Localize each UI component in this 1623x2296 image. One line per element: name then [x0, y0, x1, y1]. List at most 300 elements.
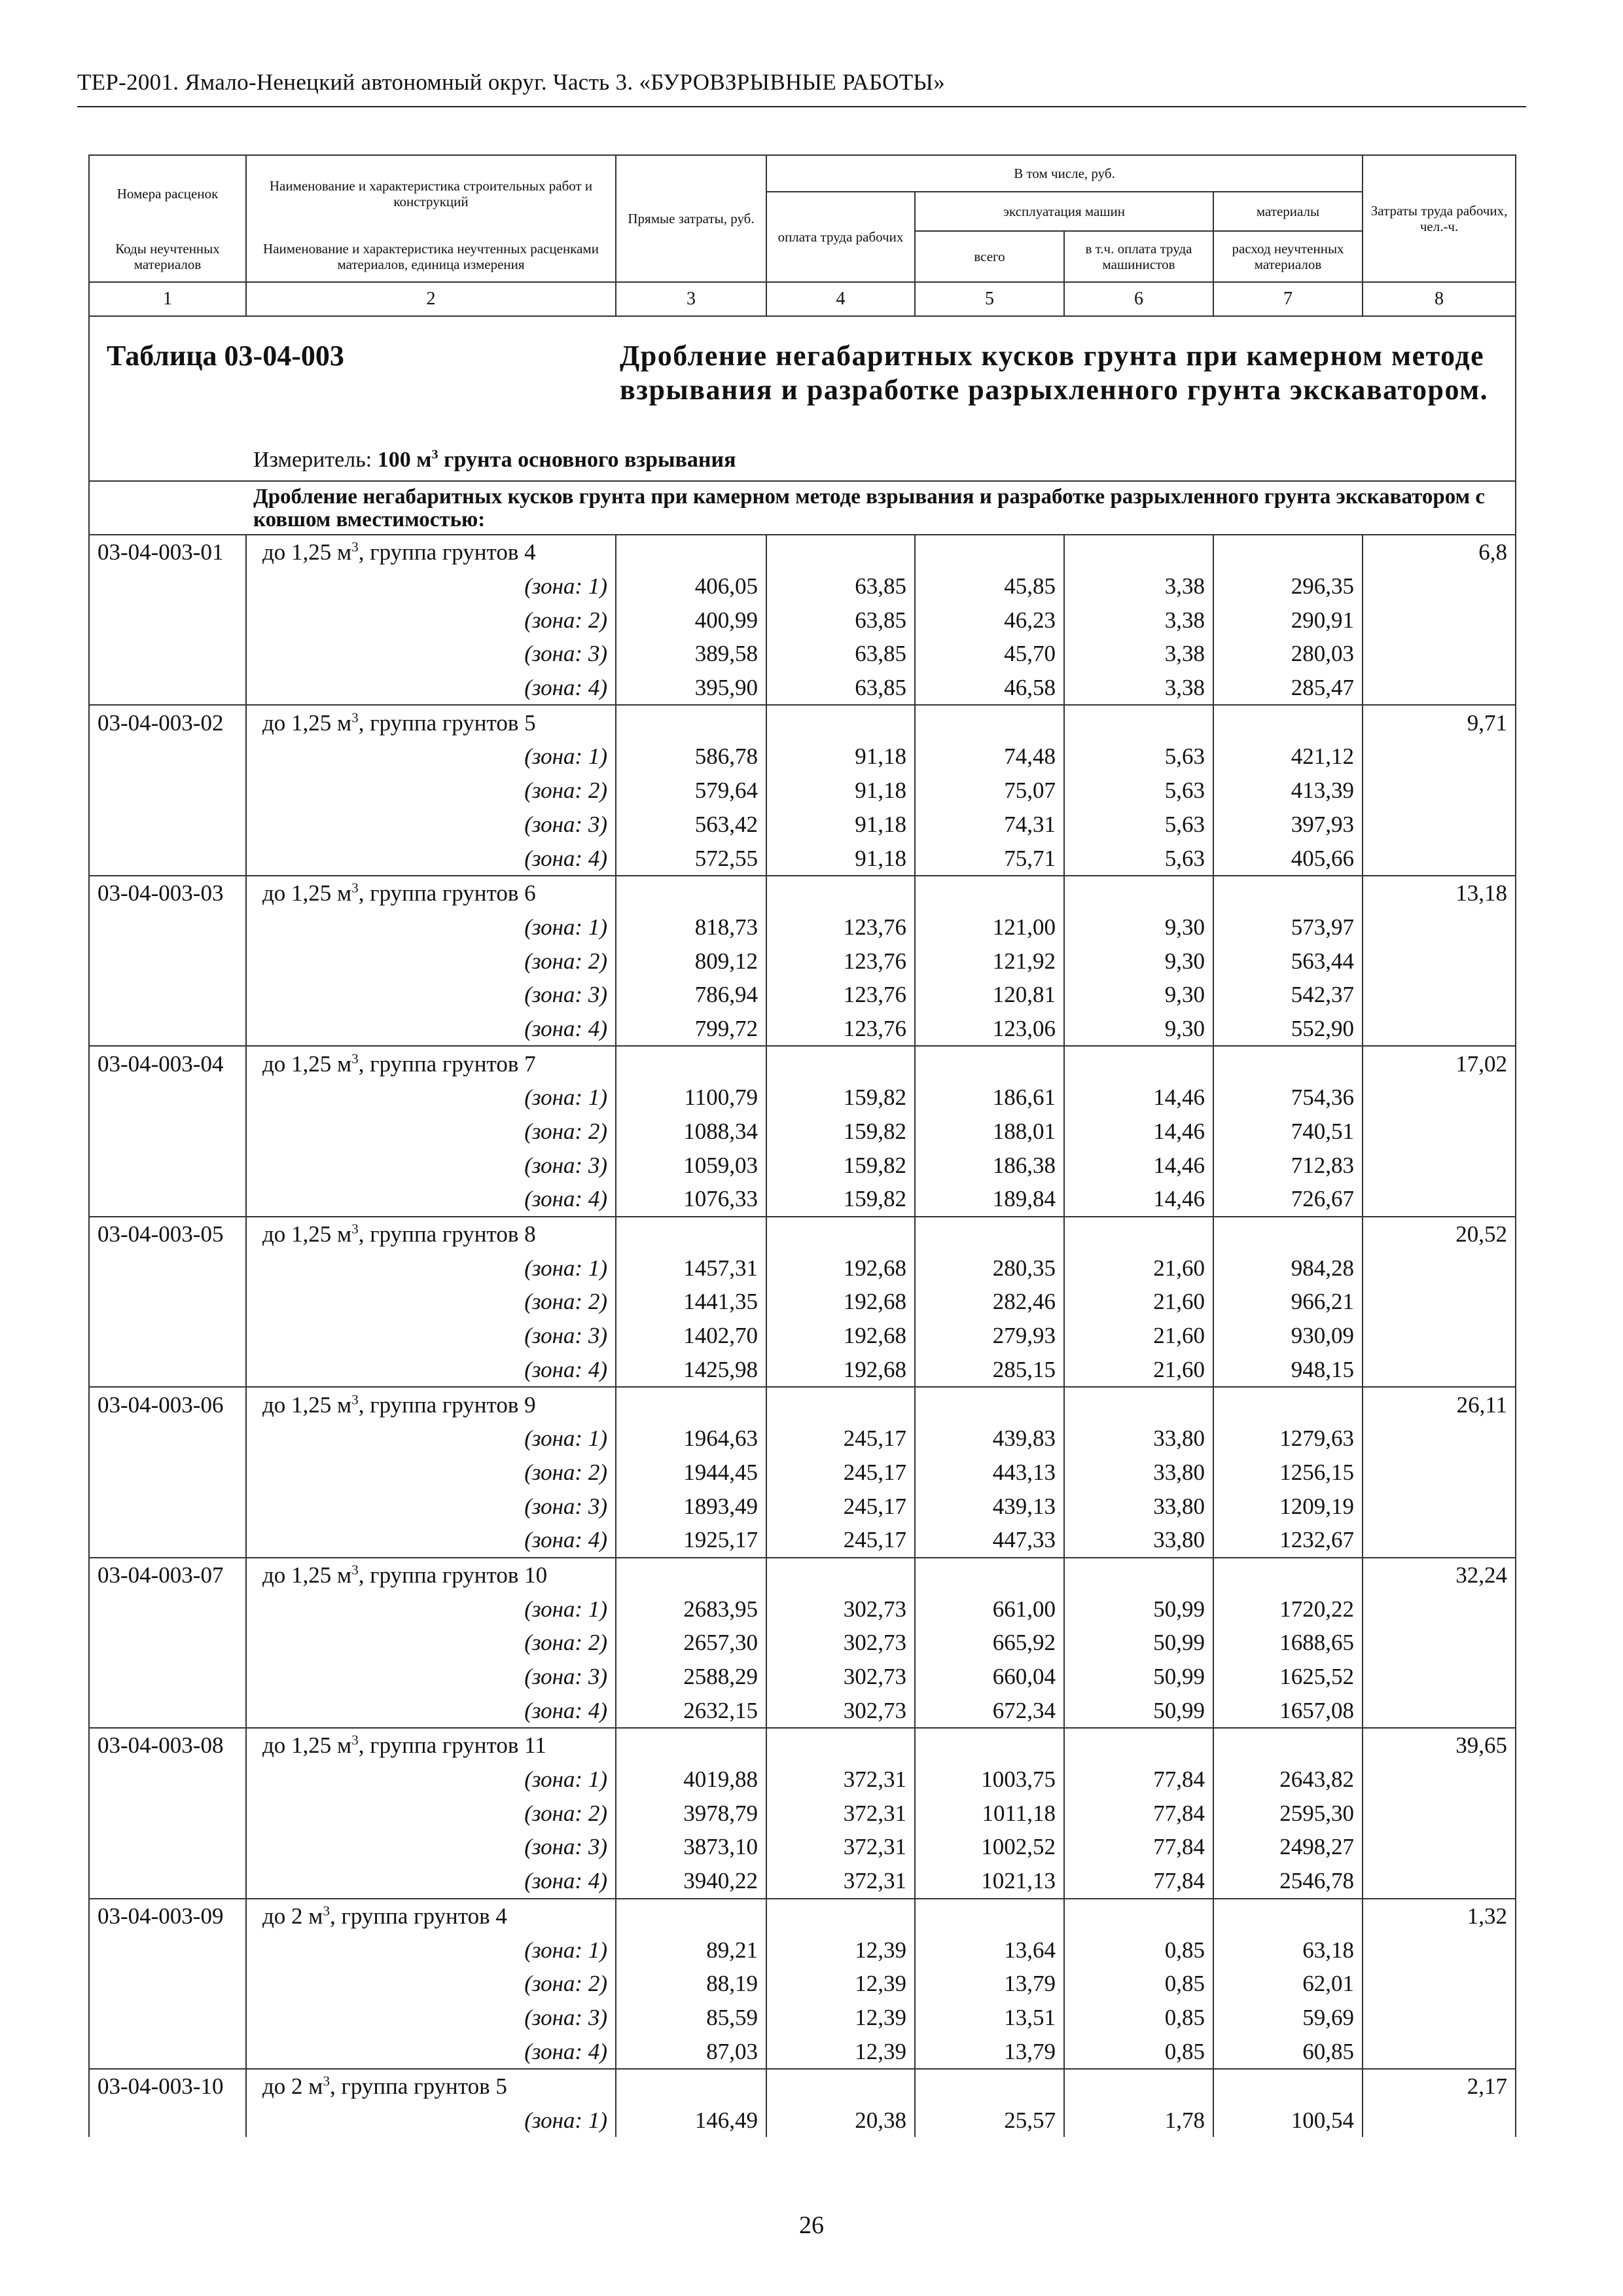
rate-name [246, 1046, 616, 1081]
zone-row [89, 1693, 1516, 1728]
column-number: 2 [246, 282, 616, 316]
rate-name [246, 1558, 616, 1592]
empty-cell [766, 2069, 915, 2104]
machinist-wage: 9,30 [1064, 1012, 1213, 1047]
worker-wage: 302,73 [766, 1660, 915, 1694]
header-rule [77, 106, 1526, 107]
direct-cost: 85,59 [616, 2001, 766, 2035]
direct-cost: 1076,33 [616, 1182, 766, 1217]
machinist-wage: 77,84 [1064, 1864, 1213, 1899]
direct-cost: 809,12 [616, 944, 766, 978]
rate-name-sup: 3 [323, 2073, 330, 2089]
empty-cell [1213, 1046, 1363, 1081]
empty-cell [1363, 1830, 1516, 1864]
materials-cost: 413,39 [1213, 774, 1363, 808]
empty-cell [1213, 2069, 1363, 2104]
empty-cell [1363, 740, 1516, 774]
worker-wage: 192,68 [766, 1285, 915, 1319]
zone-row [89, 1148, 1516, 1182]
machine-cost: 186,38 [915, 1148, 1064, 1182]
direct-cost: 818,73 [616, 910, 766, 944]
materials-cost: 1625,52 [1213, 1660, 1363, 1694]
machine-cost: 121,00 [915, 910, 1064, 944]
rate-name-rest: , группа грунтов 5 [358, 709, 536, 736]
zone-label: (зона: 3) [246, 978, 616, 1012]
labor-cost: 17,02 [1363, 1046, 1516, 1081]
empty-cell [616, 876, 766, 910]
worker-wage: 192,68 [766, 1251, 915, 1285]
empty-cell [616, 535, 766, 569]
empty-cell [915, 1728, 1064, 1763]
worker-wage: 159,82 [766, 1182, 915, 1217]
materials-cost: 984,28 [1213, 1251, 1363, 1285]
machinist-wage: 9,30 [1064, 910, 1213, 944]
empty-cell [766, 535, 915, 569]
rate-table [88, 154, 1516, 2137]
machinist-wage: 33,80 [1064, 1456, 1213, 1490]
table-row [89, 1558, 1516, 1592]
rate-name [246, 2069, 616, 2104]
worker-wage: 245,17 [766, 1422, 915, 1456]
empty-cell [1064, 876, 1213, 910]
rate-code: 03-04-003-05 [89, 1217, 246, 1251]
empty-cell [1213, 876, 1363, 910]
direct-cost: 4019,88 [616, 1763, 766, 1797]
rate-code: 03-04-003-04 [89, 1046, 246, 1081]
empty-cell [89, 2034, 246, 2069]
empty-cell [89, 1115, 246, 1149]
empty-cell [89, 1967, 246, 2001]
rate-name-rest: , группа грунтов 9 [358, 1391, 536, 1418]
unit-value-rest: грунта основного взрывания [438, 448, 736, 472]
zone-row [89, 1285, 1516, 1319]
materials-cost: 1279,63 [1213, 1422, 1363, 1456]
direct-cost: 2657,30 [616, 1626, 766, 1660]
zone-row [89, 603, 1516, 637]
rate-name [246, 1728, 616, 1763]
empty-cell [1363, 671, 1516, 706]
zone-row [89, 740, 1516, 774]
rate-name-text: до 2 м [262, 1903, 323, 1929]
empty-cell [1064, 2069, 1213, 2104]
direct-cost: 799,72 [616, 1012, 766, 1047]
table-row [89, 1387, 1516, 1422]
empty-cell [1363, 637, 1516, 671]
empty-cell [1363, 774, 1516, 808]
machine-cost: 45,70 [915, 637, 1064, 671]
empty-cell [1363, 1693, 1516, 1728]
empty-cell [1064, 535, 1213, 569]
empty-cell [89, 978, 246, 1012]
worker-wage: 12,39 [766, 2034, 915, 2069]
materials-cost: 280,03 [1213, 637, 1363, 671]
machine-cost: 120,81 [915, 978, 1064, 1012]
column-number: 6 [1064, 282, 1213, 316]
rate-name-text: до 1,25 м [262, 1050, 352, 1077]
header-col7: расход неучтенных материалов [1213, 231, 1363, 282]
direct-cost: 1425,98 [616, 1353, 766, 1388]
empty-cell [89, 808, 246, 842]
unit-sup: 3 [431, 447, 438, 462]
machinist-wage: 50,99 [1064, 1592, 1213, 1626]
machinist-wage: 50,99 [1064, 1626, 1213, 1660]
header-col6: в т.ч. оплата труда машинистов [1064, 231, 1213, 282]
empty-cell [1363, 1148, 1516, 1182]
empty-cell [89, 2104, 246, 2138]
empty-cell [1213, 705, 1363, 740]
table-row [89, 535, 1516, 569]
rate-name-sup: 3 [351, 1562, 359, 1578]
machinist-wage: 3,38 [1064, 603, 1213, 637]
empty-cell [1213, 1387, 1363, 1422]
empty-cell [616, 1046, 766, 1081]
machinist-wage: 21,60 [1064, 1251, 1213, 1285]
zone-label: (зона: 1) [246, 2104, 616, 2138]
worker-wage: 91,18 [766, 841, 915, 876]
machine-cost: 285,15 [915, 1353, 1064, 1388]
zone-label: (зона: 3) [246, 637, 616, 671]
empty-cell [89, 671, 246, 706]
zone-row [89, 1763, 1516, 1797]
zone-label: (зона: 2) [246, 1967, 616, 2001]
empty-cell [1363, 978, 1516, 1012]
machinist-wage: 1,78 [1064, 2104, 1213, 2138]
empty-cell [89, 1626, 246, 1660]
labor-cost: 32,24 [1363, 1558, 1516, 1592]
empty-cell [89, 1353, 246, 1388]
empty-cell [89, 1592, 246, 1626]
rate-code: 03-04-003-08 [89, 1728, 246, 1763]
zone-row [89, 671, 1516, 706]
rate-name-text: до 1,25 м [262, 880, 352, 906]
empty-cell [766, 705, 915, 740]
materials-cost: 290,91 [1213, 603, 1363, 637]
empty-cell [89, 1148, 246, 1182]
zone-row [89, 1592, 1516, 1626]
labor-cost: 20,52 [1363, 1217, 1516, 1251]
materials-cost: 542,37 [1213, 978, 1363, 1012]
zone-label: (зона: 3) [246, 1319, 616, 1353]
column-number: 8 [1363, 282, 1516, 316]
machinist-wage: 77,84 [1064, 1763, 1213, 1797]
empty-cell [1363, 1660, 1516, 1694]
machine-cost: 672,34 [915, 1693, 1064, 1728]
zone-label: (зона: 2) [246, 1456, 616, 1490]
zone-row [89, 637, 1516, 671]
worker-wage: 20,38 [766, 2104, 915, 2138]
zone-label: (зона: 1) [246, 1763, 616, 1797]
empty-cell [1363, 1012, 1516, 1047]
rate-name-sup: 3 [323, 1903, 330, 1919]
rate-name-text: до 1,25 м [262, 1562, 352, 1588]
machine-cost: 282,46 [915, 1285, 1064, 1319]
header-col4: оплата труда рабочих [766, 192, 915, 282]
header-machines: эксплуатация машин [915, 192, 1213, 231]
direct-cost: 786,94 [616, 978, 766, 1012]
zone-label: (зона: 3) [246, 1148, 616, 1182]
empty-cell [1064, 1217, 1213, 1251]
empty-cell [766, 1899, 915, 1933]
empty-cell [89, 841, 246, 876]
machinist-wage: 33,80 [1064, 1489, 1213, 1523]
empty-cell [1213, 1899, 1363, 1933]
direct-cost: 1925,17 [616, 1523, 766, 1558]
empty-cell [89, 1081, 246, 1115]
zone-label: (зона: 4) [246, 1012, 616, 1047]
empty-cell [89, 774, 246, 808]
header-col3: Прямые затраты, руб. [616, 155, 766, 282]
materials-cost: 966,21 [1213, 1285, 1363, 1319]
machine-cost: 45,85 [915, 569, 1064, 603]
empty-cell [915, 1046, 1064, 1081]
labor-cost: 13,18 [1363, 876, 1516, 910]
labor-cost: 6,8 [1363, 535, 1516, 569]
zone-row [89, 1626, 1516, 1660]
zone-row [89, 1456, 1516, 1490]
zone-label: (зона: 3) [246, 1660, 616, 1694]
machinist-wage: 3,38 [1064, 569, 1213, 603]
header-col5: всего [915, 231, 1064, 282]
empty-cell [89, 1763, 246, 1797]
rate-name-rest: , группа грунтов 10 [358, 1562, 548, 1588]
materials-cost: 563,44 [1213, 944, 1363, 978]
rate-name-rest: , группа грунтов 11 [358, 1732, 546, 1759]
direct-cost: 579,64 [616, 774, 766, 808]
machine-cost: 665,92 [915, 1626, 1064, 1660]
zone-row [89, 1933, 1516, 1967]
rate-name-sup: 3 [351, 1050, 359, 1066]
direct-cost: 3978,79 [616, 1796, 766, 1830]
rate-name [246, 876, 616, 910]
zone-row [89, 1660, 1516, 1694]
materials-cost: 1256,15 [1213, 1456, 1363, 1490]
rate-name-text: до 2 м [262, 2073, 323, 2100]
empty-cell [1363, 569, 1516, 603]
rate-name [246, 535, 616, 569]
machinist-wage: 5,63 [1064, 841, 1213, 876]
machine-cost: 1011,18 [915, 1796, 1064, 1830]
zone-label: (зона: 1) [246, 1422, 616, 1456]
header-col2-top: Наименование и характеристика строительных работ и конструкций [246, 155, 616, 231]
direct-cost: 1402,70 [616, 1319, 766, 1353]
machine-cost: 439,83 [915, 1422, 1064, 1456]
empty-cell [766, 1387, 915, 1422]
machine-cost: 75,71 [915, 841, 1064, 876]
zone-row [89, 1422, 1516, 1456]
materials-cost: 296,35 [1213, 569, 1363, 603]
rate-name-rest: , группа грунтов 8 [358, 1221, 536, 1247]
machinist-wage: 5,63 [1064, 808, 1213, 842]
materials-cost: 421,12 [1213, 740, 1363, 774]
zone-row [89, 1012, 1516, 1047]
machinist-wage: 21,60 [1064, 1285, 1213, 1319]
empty-cell [1363, 1285, 1516, 1319]
machine-cost: 74,31 [915, 808, 1064, 842]
empty-cell [1363, 1081, 1516, 1115]
machinist-wage: 0,85 [1064, 1933, 1213, 1967]
machinist-wage: 5,63 [1064, 740, 1213, 774]
zone-label: (зона: 4) [246, 1693, 616, 1728]
empty-cell [915, 876, 1064, 910]
rate-name-sup: 3 [351, 1221, 359, 1237]
machine-cost: 661,00 [915, 1592, 1064, 1626]
empty-cell [1064, 1899, 1213, 1933]
direct-cost: 146,49 [616, 2104, 766, 2138]
column-number: 4 [766, 282, 915, 316]
direct-cost: 2632,15 [616, 1693, 766, 1728]
rate-name-text: до 1,25 м [262, 1732, 352, 1759]
empty-cell [1064, 1046, 1213, 1081]
materials-cost: 2643,82 [1213, 1763, 1363, 1797]
empty-cell [89, 1422, 246, 1456]
machinist-wage: 21,60 [1064, 1319, 1213, 1353]
rate-code: 03-04-003-06 [89, 1387, 246, 1422]
machinist-wage: 0,85 [1064, 1967, 1213, 2001]
zone-row [89, 841, 1516, 876]
empty-cell [89, 1285, 246, 1319]
empty-cell [616, 1899, 766, 1933]
machinist-wage: 14,46 [1064, 1115, 1213, 1149]
direct-cost: 1457,31 [616, 1251, 766, 1285]
table-label: Таблица 03-04-003 [107, 340, 344, 372]
materials-cost: 1688,65 [1213, 1626, 1363, 1660]
zone-row [89, 2104, 1516, 2138]
empty-cell [89, 1660, 246, 1694]
empty-cell [89, 944, 246, 978]
empty-cell [1363, 1319, 1516, 1353]
zone-label: (зона: 3) [246, 808, 616, 842]
materials-cost: 285,47 [1213, 671, 1363, 706]
machinist-wage: 14,46 [1064, 1148, 1213, 1182]
worker-wage: 123,76 [766, 910, 915, 944]
zone-label: (зона: 4) [246, 2034, 616, 2069]
zone-row [89, 569, 1516, 603]
materials-cost: 930,09 [1213, 1319, 1363, 1353]
zone-row [89, 1523, 1516, 1558]
rate-code: 03-04-003-03 [89, 876, 246, 910]
worker-wage: 245,17 [766, 1489, 915, 1523]
worker-wage: 123,76 [766, 978, 915, 1012]
zone-label: (зона: 1) [246, 1081, 616, 1115]
materials-cost: 573,97 [1213, 910, 1363, 944]
zone-row [89, 1115, 1516, 1149]
worker-wage: 63,85 [766, 671, 915, 706]
materials-cost: 60,85 [1213, 2034, 1363, 2069]
page-header: ТЕР-2001. Ямало-Ненецкий автономный округ. Часть 3. «БУРОВЗРЫВНЫЕ РАБОТЫ» [77, 69, 946, 95]
materials-cost: 100,54 [1213, 2104, 1363, 2138]
empty-cell [1363, 603, 1516, 637]
zone-label: (зона: 4) [246, 841, 616, 876]
empty-cell [766, 1046, 915, 1081]
direct-cost: 1100,79 [616, 1081, 766, 1115]
direct-cost: 1059,03 [616, 1148, 766, 1182]
machine-cost: 46,58 [915, 671, 1064, 706]
zone-label: (зона: 4) [246, 671, 616, 706]
empty-cell [616, 705, 766, 740]
labor-cost: 26,11 [1363, 1387, 1516, 1422]
machine-cost: 443,13 [915, 1456, 1064, 1490]
empty-cell [915, 535, 1064, 569]
empty-cell [915, 1387, 1064, 1422]
direct-cost: 2683,95 [616, 1592, 766, 1626]
worker-wage: 12,39 [766, 2001, 915, 2035]
rate-name-sup: 3 [351, 709, 359, 726]
empty-cell [89, 569, 246, 603]
empty-cell [1064, 1387, 1213, 1422]
zone-label: (зона: 3) [246, 2001, 616, 2035]
zone-label: (зона: 3) [246, 1830, 616, 1864]
column-number: 7 [1213, 282, 1363, 316]
machine-cost: 123,06 [915, 1012, 1064, 1047]
zone-row [89, 910, 1516, 944]
direct-cost: 1441,35 [616, 1285, 766, 1319]
machinist-wage: 3,38 [1064, 671, 1213, 706]
empty-cell [1363, 1251, 1516, 1285]
machinist-wage: 50,99 [1064, 1660, 1213, 1694]
machine-cost: 280,35 [915, 1251, 1064, 1285]
worker-wage: 159,82 [766, 1148, 915, 1182]
empty-cell [766, 1217, 915, 1251]
direct-cost: 572,55 [616, 841, 766, 876]
empty-cell [1363, 1864, 1516, 1899]
empty-cell [89, 603, 246, 637]
empty-cell [1363, 841, 1516, 876]
zone-row [89, 1967, 1516, 2001]
table-title: Дробление негабаритных кусков грунта при камерном методе взрывания и разработке разрыхленного грунта экскаватором. [620, 340, 1489, 406]
empty-cell [1363, 1523, 1516, 1558]
empty-cell [1363, 2034, 1516, 2069]
materials-cost: 740,51 [1213, 1115, 1363, 1149]
machine-cost: 189,84 [915, 1182, 1064, 1217]
rate-name-rest: , группа грунтов 4 [358, 539, 536, 565]
machinist-wage: 21,60 [1064, 1353, 1213, 1388]
empty-cell [1213, 1217, 1363, 1251]
machinist-wage: 14,46 [1064, 1081, 1213, 1115]
worker-wage: 372,31 [766, 1763, 915, 1797]
zone-label: (зона: 2) [246, 1285, 616, 1319]
empty-cell [89, 1830, 246, 1864]
empty-cell [1363, 1933, 1516, 1967]
rate-name-text: до 1,25 м [262, 709, 352, 736]
empty-cell [616, 1217, 766, 1251]
worker-wage: 372,31 [766, 1864, 915, 1899]
materials-cost: 552,90 [1213, 1012, 1363, 1047]
unit-line [253, 448, 736, 473]
empty-cell [89, 1251, 246, 1285]
empty-cell [1064, 1728, 1213, 1763]
labor-cost: 2,17 [1363, 2069, 1516, 2104]
empty-cell [89, 1693, 246, 1728]
rate-name-sup: 3 [351, 880, 359, 896]
column-numbers [89, 282, 1516, 316]
rate-name-sup: 3 [351, 1732, 359, 1748]
worker-wage: 12,39 [766, 1933, 915, 1967]
worker-wage: 12,39 [766, 1967, 915, 2001]
machine-cost: 1021,13 [915, 1864, 1064, 1899]
zone-label: (зона: 4) [246, 1864, 616, 1899]
empty-cell [89, 1489, 246, 1523]
zone-label: (зона: 1) [246, 740, 616, 774]
materials-cost: 726,67 [1213, 1182, 1363, 1217]
zone-row [89, 1319, 1516, 1353]
machine-cost: 75,07 [915, 774, 1064, 808]
empty-cell [1363, 2001, 1516, 2035]
materials-cost: 59,69 [1213, 2001, 1363, 2035]
worker-wage: 245,17 [766, 1523, 915, 1558]
rate-name [246, 1217, 616, 1251]
empty-cell [616, 1387, 766, 1422]
empty-cell [89, 1319, 246, 1353]
